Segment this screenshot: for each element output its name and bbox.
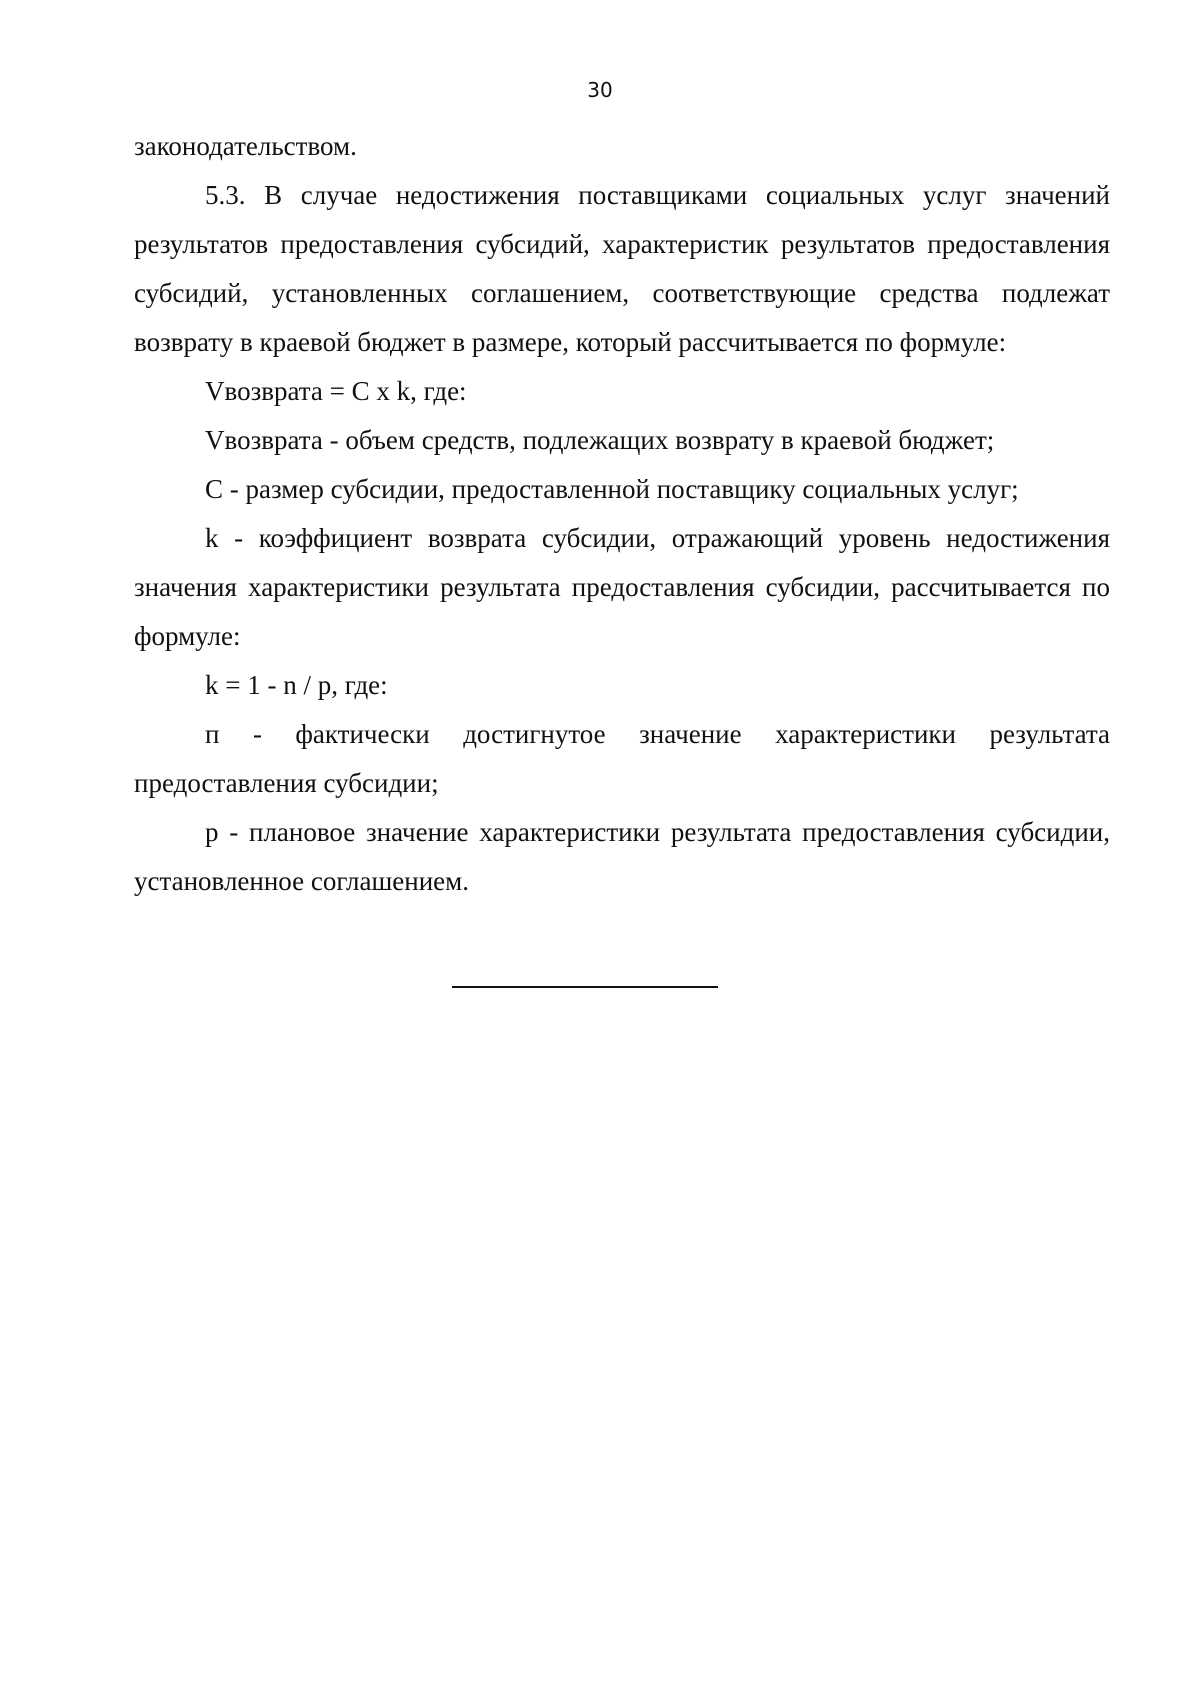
paragraph-5-3: 5.3. В случае недостижения поставщиками социальных услуг значений результатов предоставления субсидий, характеристик результатов предоставления субсидий, установленных соглашением, соответствующие средства подлежат возврату в краевой бюджет в размере, который рассчитывается по формуле: <box>134 180 1110 357</box>
definition-v-return: Vвозврата - объем средств, подлежащих возврату в краевой бюджет; <box>205 425 995 455</box>
definition-n: п - фактически достигнутое значение характеристики результата предоставления субсидии; <box>134 719 1110 798</box>
page-number: 30 <box>587 78 613 102</box>
end-of-text-rule <box>452 986 718 988</box>
definition-c: С - размер субсидии, предоставленной поставщику социальных услуг; <box>205 474 1019 504</box>
document-body <box>134 122 1110 906</box>
definition-p: р - плановое значение характеристики результата предоставления субсидии, установленное соглашением. <box>134 817 1110 896</box>
formula-v-return: Vвозврата = С x k, где: <box>205 376 467 406</box>
definition-k: k - коэффициент возврата субсидии, отражающий уровень недостижения значения характеристики результата предоставления субсидии, рассчитывается по формуле: <box>134 523 1110 651</box>
paragraph-continuation: законодательством. <box>134 131 357 161</box>
formula-k: k = 1 - n / р, где: <box>205 670 388 700</box>
